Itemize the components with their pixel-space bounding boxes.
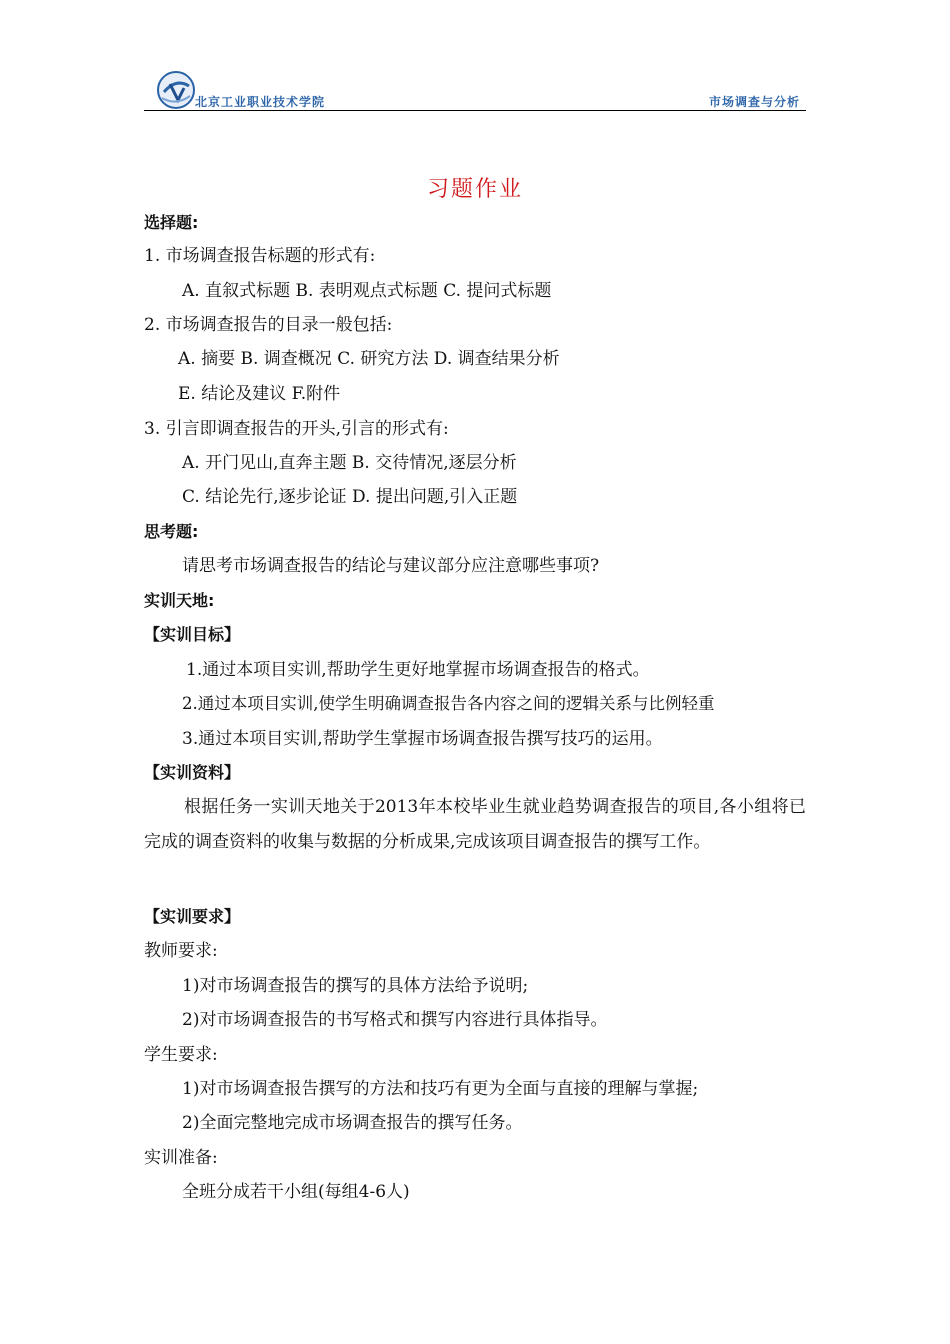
teacher-req-2: 2)对市场调查报告的书写格式和撰写内容进行具体指导。	[182, 1010, 608, 1030]
goal-heading: 【实训目标】	[144, 625, 241, 644]
school-logo-icon	[156, 70, 196, 110]
teacher-label: 教师要求:	[144, 941, 218, 961]
page-header	[144, 62, 806, 111]
prep-label: 实训准备:	[144, 1148, 218, 1168]
question-3-options-2: C. 结论先行,逐步论证 D. 提出问题,引入正题	[182, 487, 518, 507]
student-req-2: 2)全面完整地完成市场调查报告的撰写任务。	[182, 1113, 523, 1133]
goal-3: 3.通过本项目实训,帮助学生掌握市场调查报告撰写技巧的运用。	[182, 729, 663, 749]
question-2-options-1: A. 摘要 B. 调查概况 C. 研究方法 D. 调查结果分析	[178, 349, 560, 369]
question-2-options-2: E. 结论及建议 F.附件	[178, 384, 341, 404]
requirement-heading: 【实训要求】	[144, 907, 241, 926]
training-heading: 实训天地:	[144, 591, 215, 610]
student-req-1: 1)对市场调查报告撰写的方法和技巧有更为全面与直接的理解与掌握;	[182, 1079, 699, 1099]
prep-text: 全班分成若干小组(每组4-6人)	[182, 1182, 410, 1202]
course-name: 市场调查与分析	[708, 95, 800, 109]
student-label: 学生要求:	[144, 1045, 218, 1065]
school-name: 北京工业职业技术学院	[195, 95, 326, 109]
question-2: 2. 市场调查报告的目录一般包括:	[144, 315, 393, 335]
question-1-options: A. 直叙式标题 B. 表明观点式标题 C. 提问式标题	[182, 281, 552, 301]
question-1: 1. 市场调查报告标题的形式有:	[144, 246, 376, 266]
material-heading: 【实训资料】	[144, 763, 241, 782]
goal-2: 2.通过本项目实训,使学生明确调查报告各内容之间的逻辑关系与比例轻重	[182, 694, 715, 713]
page-title: 习题作业	[426, 177, 523, 202]
goal-1: 1.通过本项目实训,帮助学生更好地掌握市场调查报告的格式。	[186, 660, 650, 680]
question-3: 3. 引言即调查报告的开头,引言的形式有:	[144, 419, 449, 439]
question-3-options-1: A. 开门见山,直奔主题 B. 交待情况,逐层分析	[182, 453, 517, 473]
material-text: 根据任务一实训天地关于2013年本校毕业生就业趋势调查报告的项目,各小组将已完成的调查资料的收集与数据的分析成果,完成该项目调查报告的撰写工作。	[144, 797, 806, 852]
choice-heading: 选择题:	[144, 213, 199, 232]
teacher-req-1: 1)对市场调查报告的撰写的具体方法给予说明;	[182, 976, 529, 996]
thinking-heading: 思考题:	[144, 522, 199, 541]
thinking-text: 请思考市场调查报告的结论与建议部分应注意哪些事项?	[182, 556, 600, 576]
